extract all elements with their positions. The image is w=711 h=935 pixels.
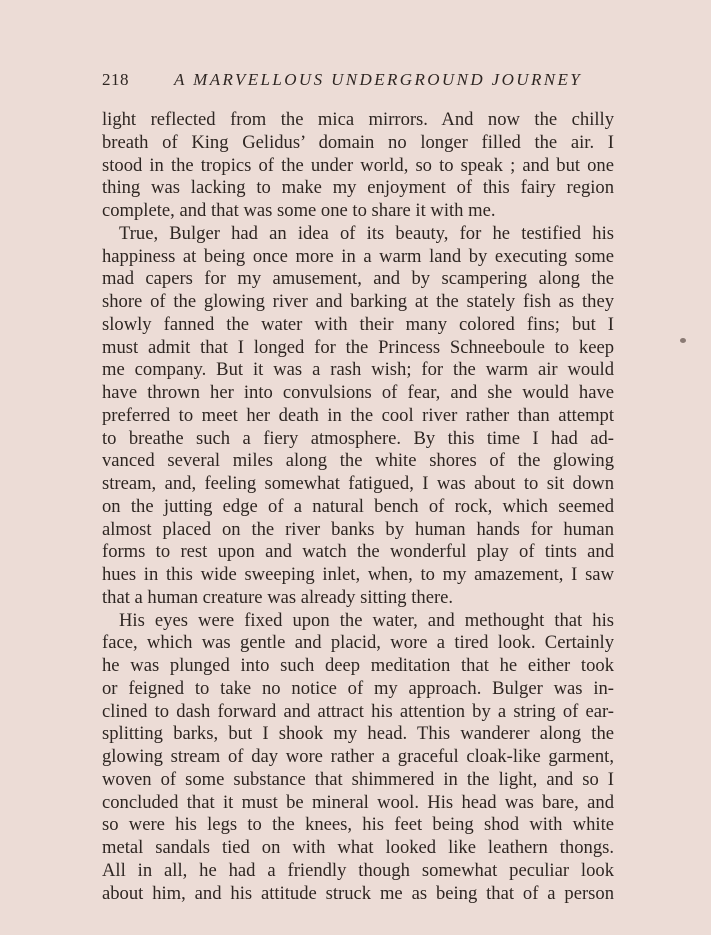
text-line: happiness at being once more in a warm land by executing some bbox=[102, 245, 614, 267]
running-title: A MARVELLOUS UNDERGROUND JOURNEY bbox=[174, 70, 583, 89]
text-line: breath of King Gelidus’ domain no longer filled the air. I bbox=[102, 131, 614, 153]
text-line: so were his legs to the knees, his feet being shod with white bbox=[102, 814, 614, 836]
text-line: almost placed on the river banks by human hands for human bbox=[102, 518, 614, 540]
text-line: me company. But it was a rash wish; for the warm air would bbox=[102, 359, 614, 381]
page-header bbox=[102, 70, 622, 94]
text-line: must admit that I longed for the Princess Schneeboule to keep bbox=[102, 336, 614, 358]
text-line: face, which was gentle and placid, wore a tired look. Certainly bbox=[102, 632, 614, 654]
text-line: stream, and, feeling somewhat fatigued, I was about to sit down bbox=[102, 473, 614, 494]
text-line: clined to dash forward and attract his attention by a string of ear- bbox=[102, 700, 614, 722]
text-line: shore of the glowing river and barking at the stately fish as they bbox=[102, 291, 614, 312]
text-line: glowing stream of day wore rather a graceful cloak-like garment, bbox=[102, 746, 614, 767]
text-line: True, Bulger had an idea of its beauty, for he testified his bbox=[119, 222, 614, 244]
text-line: All in all, he had a friendly though somewhat peculiar look bbox=[102, 859, 614, 881]
text-line: forms to rest upon and watch the wonderful play of tints and bbox=[102, 541, 614, 563]
text-line: or feigned to take no notice of my approach. Bulger was in- bbox=[102, 677, 614, 699]
text-line: His eyes were fixed upon the water, and methought that his bbox=[119, 609, 614, 631]
text-line: hues in this wide sweeping inlet, when, to my amazement, I saw bbox=[102, 564, 614, 585]
page-number: 218 bbox=[102, 70, 129, 89]
text-line: complete, and that was some one to share it with me. bbox=[102, 200, 496, 221]
text-line: on the jutting edge of a natural bench of rock, which seemed bbox=[102, 495, 614, 517]
text-line: about him, and his attitude struck me as being that of a person bbox=[102, 882, 614, 904]
text-line: thing was lacking to make my enjoyment of this fairy region bbox=[102, 177, 614, 199]
text-line: mad capers for my amusement, and by scampering along the bbox=[102, 268, 614, 290]
text-line: to breathe such a fiery atmosphere. By this time I had ad- bbox=[102, 427, 614, 449]
text-line: splitting barks, but I shook my head. This wanderer along the bbox=[102, 723, 614, 745]
text-line: he was plunged into such deep meditation that he either took bbox=[102, 655, 614, 676]
body-text bbox=[102, 109, 614, 905]
text-line: that a human creature was already sitting there. bbox=[102, 586, 454, 608]
text-line: light reflected from the mica mirrors. And now the chilly bbox=[102, 109, 614, 130]
text-line: vanced several miles along the white shores of the glowing bbox=[102, 450, 614, 472]
text-line: concluded that it must be mineral wool. His head was bare, and bbox=[102, 791, 614, 813]
text-line: have thrown her into convulsions of fear, and she would have bbox=[102, 382, 614, 403]
text-line: woven of some substance that shimmered in the light, and so I bbox=[102, 768, 614, 790]
text-line: preferred to meet her death in the cool river rather than attempt bbox=[102, 404, 614, 426]
text-line: slowly fanned the water with their many colored fins; but I bbox=[102, 313, 614, 335]
margin-speck bbox=[680, 338, 686, 343]
text-line: metal sandals tied on with what looked like leathern thongs. bbox=[102, 837, 614, 858]
text-line: stood in the tropics of the under world, so to speak ; and but one bbox=[102, 154, 614, 176]
